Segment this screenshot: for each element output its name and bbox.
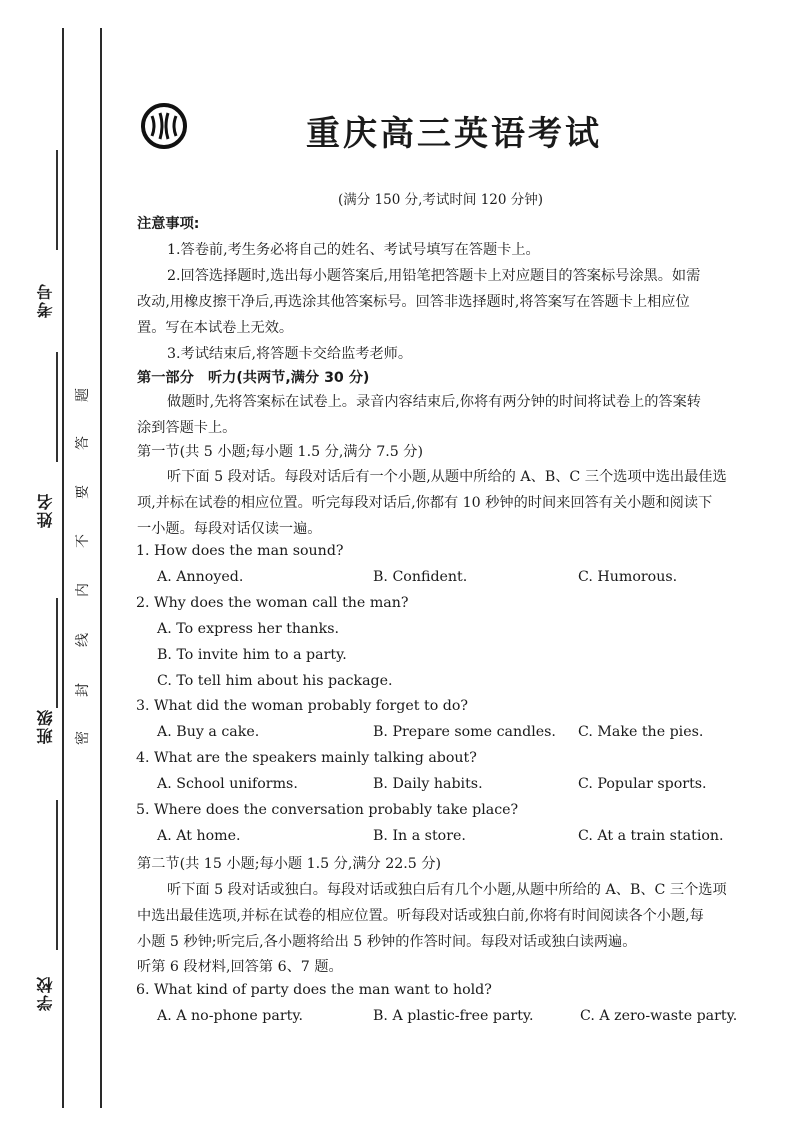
option-c: C. Humorous. (578, 569, 678, 585)
question-stem: 3. What did the woman probably forget to do? (136, 698, 468, 714)
section1-intro: 一小题。每段对话仅读一遍。 (137, 521, 322, 537)
xuexiao-label: 学校 (36, 975, 55, 1011)
banji-label: 班级 (36, 708, 55, 744)
question-stem: 4. What are the speakers mainly talking about? (136, 750, 477, 766)
section2-intro: 听下面 5 段对话或独白。每段对话或独白后有几个小题,从题中所给的 A、B、C 三个选项 (167, 882, 727, 898)
page-title: 重庆高三英语考试 (306, 114, 602, 154)
question-stem: 2. Why does the woman call the man? (136, 595, 409, 611)
option-c: C. A zero-waste party. (580, 1008, 738, 1024)
publisher-logo-icon (140, 102, 188, 150)
seal-char: 线 (75, 633, 91, 647)
option-b: B. Prepare some candles. (373, 724, 556, 740)
kaohao-label: 考号 (36, 282, 55, 318)
xingming-underline (56, 352, 58, 462)
margin-rule-outer (62, 28, 64, 1108)
seal-char: 不 (75, 534, 91, 548)
xuexiao-underline (56, 800, 58, 950)
option-b: B. Daily habits. (373, 776, 483, 792)
notice-item: 2.回答选择题时,选出每小题答案后,用铅笔把答题卡上对应题目的答案标号涂黑。如需 (167, 268, 701, 284)
notice-heading: 注意事项: (137, 216, 200, 232)
margin-rule-inner (100, 28, 102, 1108)
kaohao-underline (56, 150, 58, 250)
notice-item: 置。写在本试卷上无效。 (137, 320, 294, 336)
seal-char: 封 (75, 683, 91, 697)
option-b: B. In a store. (373, 828, 466, 844)
option-b: B. To invite him to a party. (157, 647, 347, 663)
section2-intro: 中选出最佳选项,并标在试卷的相应位置。听每段对话或独白前,你将有时间阅读各个小题,每 (137, 908, 704, 924)
question-stem: 1. How does the man sound? (136, 543, 344, 559)
option-a: A. Annoyed. (157, 569, 244, 585)
seal-char: 要 (75, 485, 91, 499)
option-b: B. A plastic-free party. (373, 1008, 534, 1024)
option-a: A. A no-phone party. (157, 1008, 303, 1024)
banji-underline (56, 598, 58, 708)
section2-heading: 第二节(共 15 小题;每小题 1.5 分,满分 22.5 分) (137, 856, 442, 872)
question-stem: 5. Where does the conversation probably take place? (136, 802, 519, 818)
seal-char: 密 (75, 731, 91, 745)
section1-heading: 第一节(共 5 小题;每小题 1.5 分,满分 7.5 分) (137, 444, 424, 460)
part1-intro: 做题时,先将答案标在试卷上。录音内容结束后,你将有两分钟的时间将试卷上的答案转 (167, 394, 701, 410)
section2-intro: 小题 5 秒钟;听完后,各小题将给出 5 秒钟的作答时间。每段对话或独白读两遍。 (137, 934, 637, 950)
option-a: A. School uniforms. (157, 776, 298, 792)
option-c: C. To tell him about his package. (157, 673, 393, 689)
option-a: A. To express her thanks. (157, 621, 340, 637)
notice-item: 3.考试结束后,将答题卡交给监考老师。 (167, 346, 413, 362)
section1-intro: 听下面 5 段对话。每段对话后有一个小题,从题中所给的 A、B、C 三个选项中选出最佳选 (167, 469, 727, 485)
xingming-label: 姓名 (36, 492, 55, 528)
question-stem: 6. What kind of party does the man want to hold? (136, 982, 492, 998)
option-c: C. Make the pies. (578, 724, 704, 740)
section1-intro: 项,并标在试卷的相应位置。听完每段对话后,你都有 10 秒钟的时间来回答有关小题和阅读下 (137, 495, 713, 511)
notice-item: 1.答卷前,考生务必将自己的姓名、考试号填写在答题卡上。 (167, 242, 540, 258)
notice-item: 改动,用橡皮擦干净后,再选涂其他答案标号。回答非选择题时,将答案写在答题卡上相应位 (137, 294, 690, 310)
exam-info: (满分 150 分,考试时间 120 分钟) (338, 192, 544, 208)
option-a: A. At home. (157, 828, 241, 844)
part1-heading: 第一部分 听力(共两节,满分 30 分) (137, 370, 370, 386)
seal-char: 答 (75, 436, 91, 450)
option-b: B. Confident. (373, 569, 468, 585)
material-instruction: 听第 6 段材料,回答第 6、7 题。 (137, 959, 343, 975)
option-c: C. At a train station. (578, 828, 724, 844)
seal-char: 内 (75, 583, 91, 597)
part1-intro: 涂到答题卡上。 (137, 420, 237, 436)
seal-char: 题 (75, 388, 91, 402)
option-a: A. Buy a cake. (157, 724, 260, 740)
option-c: C. Popular sports. (578, 776, 707, 792)
